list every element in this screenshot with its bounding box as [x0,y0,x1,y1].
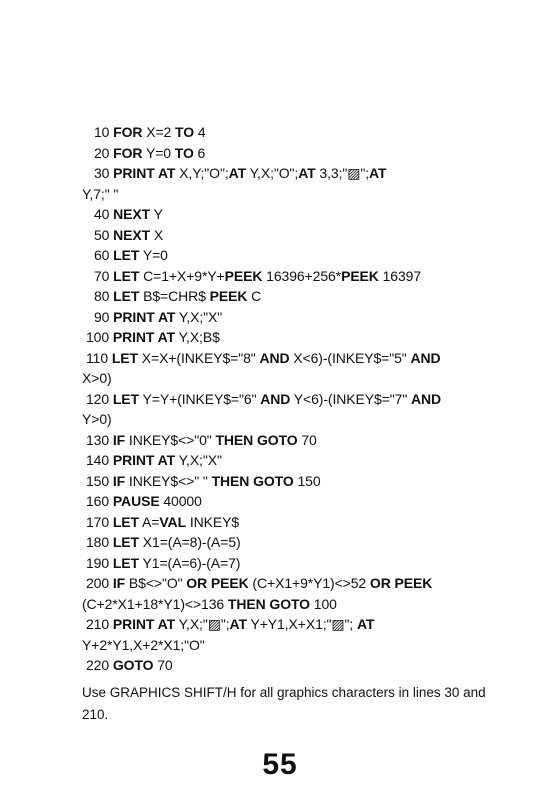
program-line-text: 210 PRINT AT Y,X;"▨";AT Y+Y1,X+X1;"▨"; AT [86,616,375,632]
program-line-continuation: (C+2*X1+18*Y1)<>136 THEN GOTO 100 [82,595,337,612]
program-line-20 [84,143,520,164]
program-line-continuation: Y+2*Y1,X+2*X1;"O" [82,636,205,653]
program-line-110 [84,348,520,389]
program-line-text: 70 LET C=1+X+9*Y+PEEK 16396+256*PEEK 16397 [94,267,422,284]
basic-program-listing [84,122,520,676]
program-line-text: 150 IF INKEY$<>" " THEN GOTO 150 [86,472,321,489]
program-line-100 [84,327,520,348]
program-line-190 [84,553,520,574]
program-line-90 [84,307,520,328]
program-line-170 [84,512,520,533]
program-line-200 [84,573,520,614]
program-line-text: 40 NEXT Y [94,206,163,222]
program-line-text: 130 IF INKEY$<>"0" THEN GOTO 70 [86,431,317,448]
program-line-text: 110 LET X=X+(INKEY$="8" AND X<6)-(INKEY$="5" AND [86,349,441,366]
program-line-text: 100 PRINT AT Y,X;B$ [86,329,220,345]
program-line-text: 170 LET A=VAL INKEY$ [86,513,240,530]
program-line-text: 90 PRINT AT Y,X;"X" [94,308,223,325]
program-line-210 [84,614,520,655]
program-line-text: 80 LET B$=CHR$ PEEK C [94,288,262,304]
program-line-160 [84,491,520,512]
program-line-text: 120 LET Y=Y+(INKEY$="6" AND Y<6)-(INKEY$="7" AND [86,390,442,407]
program-line-180 [84,532,520,553]
page-number: 55 [262,748,298,781]
program-line-continuation: Y>0) [82,411,112,427]
program-line-continuation: X>0) [82,370,112,386]
program-line-80 [84,286,520,307]
program-line-10 [84,122,520,143]
program-line-text: 160 PAUSE 40000 [86,493,202,509]
program-line-text: 200 IF B$<>"O" OR PEEK (C+X1+9*Y1)<>52 OR PEEK [86,575,433,591]
program-line-text: 30 PRINT AT X,Y;"O";AT Y,X;"O";AT 3,3;"▨";AT [94,165,387,181]
program-line-text: 220 GOTO 70 [86,657,173,673]
program-line-60 [84,245,520,266]
program-line-text: 60 LET Y=0 [94,247,168,263]
program-line-text: 50 NEXT X [94,226,164,243]
program-line-140 [84,450,520,471]
program-line-text: 140 PRINT AT Y,X;"X" [86,452,222,468]
program-line-text: 180 LET X1=(A=8)-(A=5) [86,534,241,550]
program-line-220 [84,655,520,676]
program-line-70 [84,266,520,287]
program-line-text: 10 FOR X=2 TO 4 [94,124,206,140]
program-line-50 [84,225,520,246]
program-line-120 [84,389,520,430]
program-line-30 [84,163,520,204]
program-line-150 [84,471,520,492]
program-line-130 [84,430,520,451]
program-line-40 [84,204,520,225]
graphics-note: Use GRAPHICS SHIFT/H for all graphics characters in lines 30 and 210. [82,684,486,722]
program-line-text: 190 LET Y1=(A=6)-(A=7) [86,554,241,571]
program-line-text: 20 FOR Y=0 TO 6 [94,144,206,161]
program-line-continuation: Y,7;" " [82,185,119,202]
